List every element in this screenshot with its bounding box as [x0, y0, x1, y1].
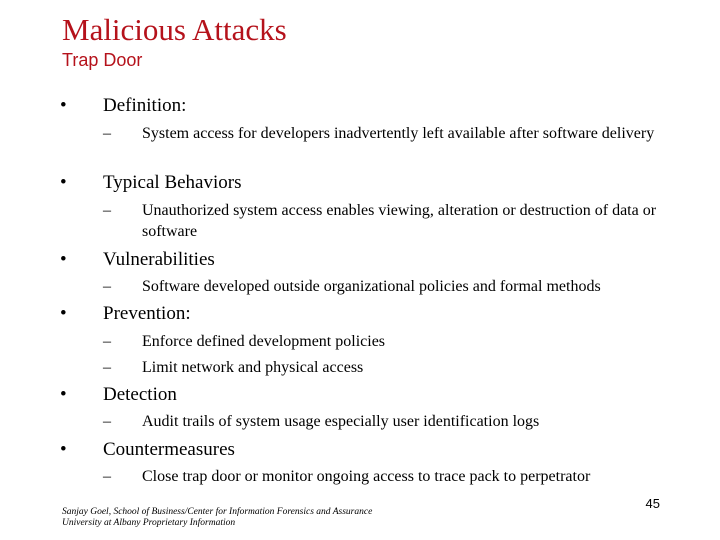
dash: –: [103, 359, 111, 376]
bullet: •: [60, 95, 67, 116]
sub-item-text: Audit trails of system usage especially user identification logs: [142, 413, 540, 430]
bullet: •: [60, 439, 67, 460]
dash: –: [103, 202, 111, 219]
footer-line: University at Albany Proprietary Information: [62, 518, 236, 528]
bullet: •: [60, 172, 67, 193]
slide-subtitle: Trap Door: [62, 50, 143, 70]
section-heading-text: Typical Behaviors: [103, 172, 242, 193]
dash: –: [103, 125, 111, 142]
sub-item-text: System access for developers inadvertently left available after software delivery: [142, 125, 655, 142]
section-heading-text: Detection: [103, 384, 177, 405]
footer-line: Sanjay Goel, School of Business/Center for Information Forensics and Assurance: [62, 507, 373, 517]
sub-item-text: Limit network and physical access: [142, 359, 364, 376]
section-heading-text: Countermeasures: [103, 439, 235, 460]
dash: –: [103, 413, 111, 430]
section-heading-text: Definition:: [103, 95, 187, 116]
section-heading-text: Prevention:: [103, 303, 191, 324]
bullet: •: [60, 249, 67, 270]
slide-title: Malicious Attacks: [62, 12, 287, 47]
page-number: 45: [645, 496, 660, 511]
bullet: •: [60, 303, 67, 324]
sub-item-text: Software developed outside organizational policies and formal methods: [142, 278, 601, 295]
sub-item-text: Unauthorized system access enables viewing, alteration or destruction of data or software: [142, 202, 657, 240]
sub-item-text: Enforce defined development policies: [142, 333, 386, 350]
dash: –: [103, 333, 111, 350]
bullet: •: [60, 384, 67, 405]
section-heading-text: Vulnerabilities: [103, 249, 215, 270]
footer-credit: [62, 507, 372, 529]
dash: –: [103, 468, 111, 485]
dash: –: [103, 278, 111, 295]
sub-item-text: Close trap door or monitor ongoing access to trace pack to perpetrator: [142, 468, 591, 485]
